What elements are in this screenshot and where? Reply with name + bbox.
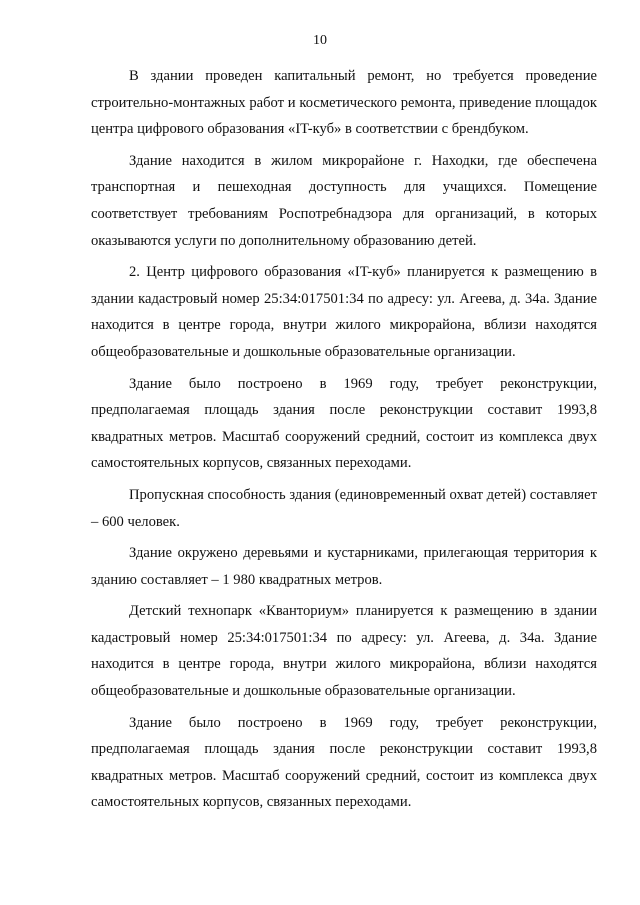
paragraph: Пропускная способность здания (единовременный охват детей) составляет – 600 человек. [91,486,597,530]
page-number: 10 [313,33,327,48]
paragraph: В здании проведен капитальный ремонт, но требуется проведение строительно-монтажных работ и косметического ремонта, приведение площадок центра цифрового образования «IT-куб» в соответствии с брендбуком. [91,68,597,138]
paragraph: Здание находится в жилом микрорайоне г. Находки, где обеспечена транспортная и пешеходная доступность для учащихся. Помещение соответствует требованиям Роспотребнадзора для организаций, в которых оказываются услуги по дополнительному образованию детей. [91,152,597,249]
paragraph: 2. Центр цифрового образования «IT-куб» планируется к размещению в здании кадастровый номер 25:34:017501:34 по адресу: ул. Агеева, д. 34а. Здание находится в центре города, внутри жилого микрорайона, вблизи находятся общеобразовательные и дошкольные образовательные организации. [91,264,597,360]
document-body [91,63,597,821]
paragraph: Детский технопарк «Кванториум» планируется к размещению в здании кадастровый номер 25:34:017501:34 по адресу: ул. Агеева, д. 34а. Здание находится в центре города, внутри жилого микрорайона, вблизи находятся общеобразовательные и дошкольные образовательные организации. [91,603,597,700]
paragraph: Здание было построено в 1969 году, требует реконструкции, предполагаемая площадь здания после реконструкции составит 1993,8 квадратных метров. Масштаб сооружений средний, состоит из комплекса двух самостоятельных корпусов, связанных переходами. [91,714,597,811]
paragraph: Здание было построено в 1969 году, требует реконструкции, предполагаемая площадь здания после реконструкции составит 1993,8 квадратных метров. Масштаб сооружений средний, состоит из комплекса двух самостоятельных корпусов, связанных переходами. [91,375,597,472]
paragraph: Здание окружено деревьями и кустарниками, прилегающая территория к зданию составляет – 1 980 квадратных метров. [91,545,597,588]
